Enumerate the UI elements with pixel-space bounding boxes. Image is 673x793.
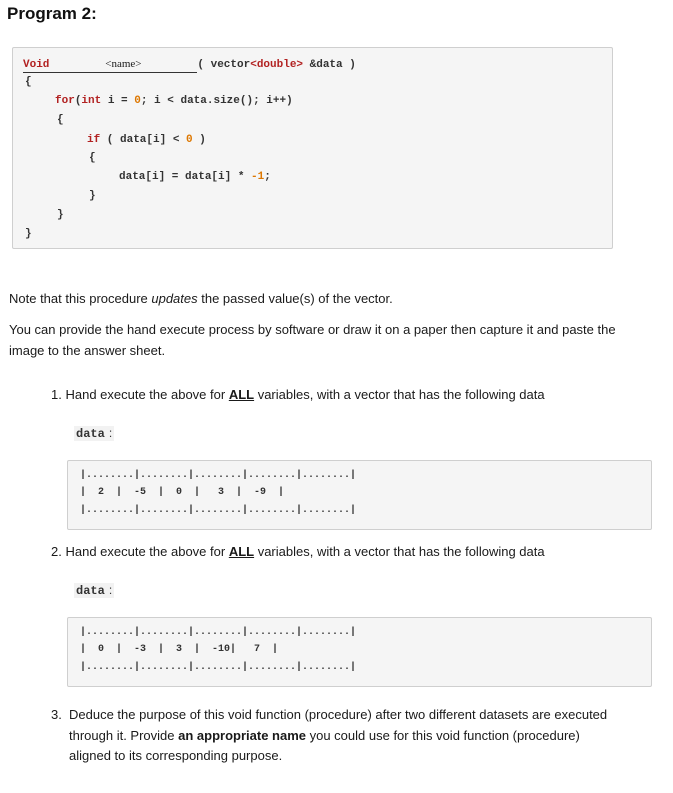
assignment-line (119, 171, 271, 184)
instruction-line-2: image to the answer sheet. (9, 343, 166, 358)
data-label-1 (74, 426, 114, 441)
data-label-2 (74, 583, 114, 598)
close-brace-for: } (57, 209, 64, 221)
for-loop-line (55, 95, 293, 108)
instruction-line-1: You can provide the hand execute process by software or draw it on a paper then capture it and paste the (9, 322, 616, 337)
question-1-number: 1. (51, 387, 62, 402)
neg-one-literal: -1 (251, 171, 265, 183)
for-keyword: for (55, 95, 75, 107)
question-3-line-1: Deduce the purpose of this void function (procedure) after two different datasets are executed (69, 707, 608, 722)
vector-1-bottom-border: |........|........|........|........|........| (80, 505, 357, 516)
question-2-all: ALL (228, 544, 255, 559)
data-label-1-text: data (76, 427, 105, 441)
open-brace-if: { (89, 152, 96, 164)
note-prefix: Note that this procedure (9, 291, 152, 306)
vector-1-top-border: |........|........|........|........|........| (80, 470, 357, 481)
question-1-text-b: variables, with a vector that has the following data (254, 387, 545, 402)
data-label-2-colon: : (108, 583, 113, 597)
note-paragraph (9, 289, 393, 309)
question-2-text-a: Hand execute the above for (65, 544, 229, 559)
question-3-text-a: through it. Provide (69, 728, 179, 743)
question-3-strong: an appropriate name (178, 728, 306, 743)
page-title: Program 2: (7, 4, 97, 23)
question-3-text-b: you could use for this void function (procedure) (306, 728, 580, 743)
question-2-number: 2. (51, 544, 62, 559)
note-emphasis: updates (151, 291, 198, 306)
vector-1-box (67, 460, 652, 530)
for-init: i = (101, 95, 135, 107)
if-keyword: if (87, 134, 101, 146)
if-line (87, 134, 206, 147)
vector-2-values: | 0 | -3 | 3 | -10| 7 | (80, 644, 279, 655)
question-1-all: ALL (228, 387, 255, 402)
question-3-line-2 (69, 726, 580, 746)
open-brace-outer: { (25, 76, 32, 88)
signature-type: <double> (250, 59, 304, 71)
data-label-2-text: data (76, 584, 105, 598)
question-2 (51, 542, 545, 562)
signature-params-b: &data ) (303, 59, 356, 71)
if-condition: ( data[i] < (100, 134, 187, 146)
code-block (12, 47, 613, 249)
if-close: ) (192, 134, 206, 146)
if-zero-literal: 0 (186, 134, 193, 146)
assignment-expr: data[i] = data[i] * (119, 171, 252, 183)
semicolon: ; (264, 171, 271, 183)
signature-params-a: ( vector (197, 59, 251, 71)
question-1 (51, 385, 545, 405)
question-3-line-3: aligned to its corresponding purpose. (69, 748, 283, 763)
question-1-text-a: Hand execute the above for (65, 387, 229, 402)
zero-literal: 0 (134, 95, 141, 107)
vector-2-box (67, 617, 652, 687)
int-keyword: int (81, 95, 102, 107)
question-2-text-b: variables, with a vector that has the following data (254, 544, 545, 559)
function-signature (23, 58, 356, 73)
note-suffix: the passed value(s) of the vector. (197, 291, 393, 306)
open-brace-for: { (57, 114, 64, 126)
function-name-placeholder: <name> (105, 58, 142, 70)
vector-1-values: | 2 | -5 | 0 | 3 | -9 | (80, 487, 285, 498)
data-label-1-colon: : (108, 426, 113, 440)
close-brace-if: } (89, 190, 96, 202)
vector-2-bottom-border: |........|........|........|........|........| (80, 662, 357, 673)
close-brace-outer: } (25, 228, 32, 240)
for-condition: ; i < data.size(); i++) (140, 95, 293, 107)
for-paren: ( (74, 95, 82, 107)
vector-2-top-border: |........|........|........|........|........| (80, 627, 357, 638)
void-keyword: Void (23, 59, 50, 71)
question-3-number: 3. (51, 707, 62, 722)
